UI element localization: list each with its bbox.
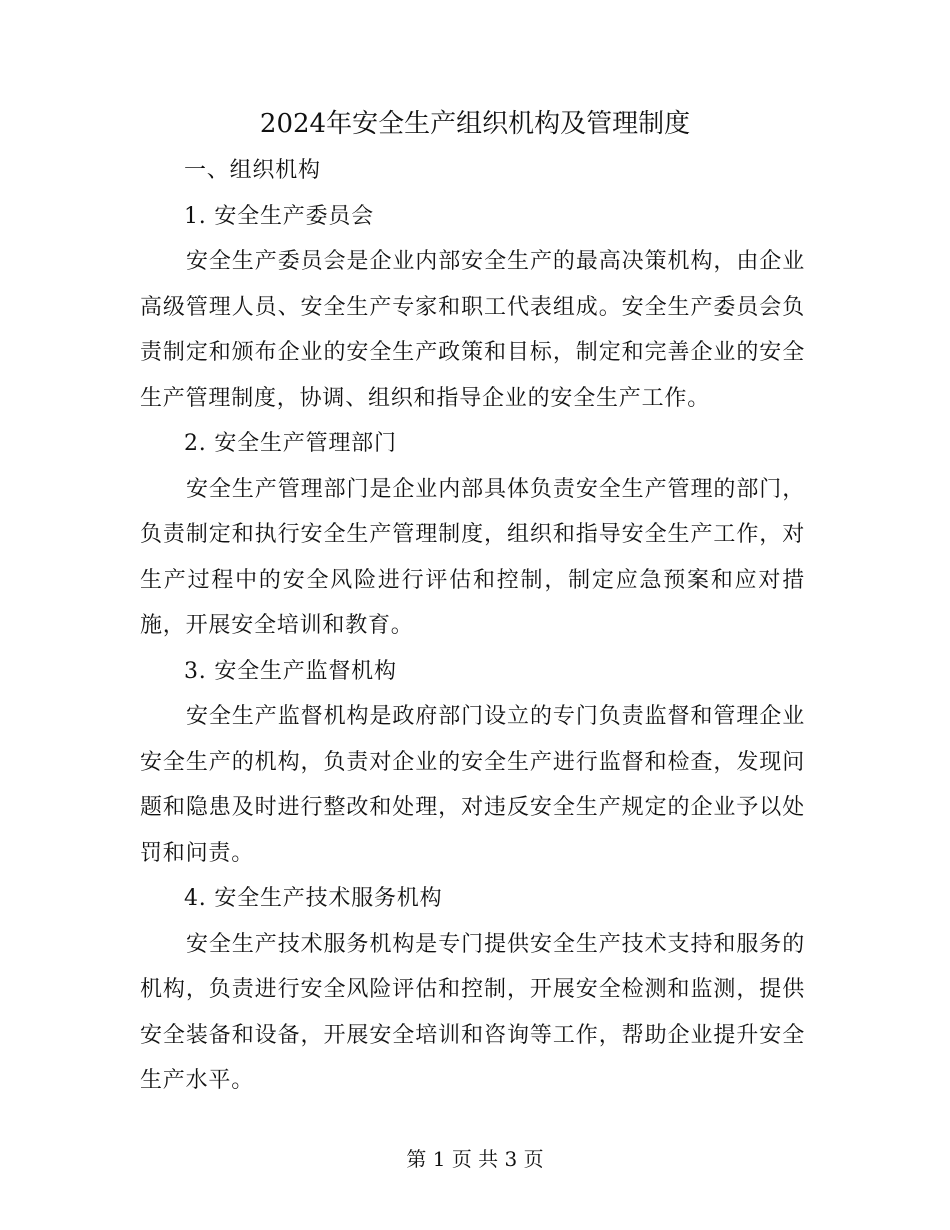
item-paragraph-2: 安全生产管理部门是企业内部具体负责安全生产管理的部门，负责制定和执行安全生产管理制度，组织和指导安全生产工作，对生产过程中的安全风险进行评估和控制，制定应急预案和应对措施，开展安全培训和教育。 xyxy=(140,476,805,638)
document-body xyxy=(140,148,805,1104)
item-heading-3: 3. 安全生产监督机构 xyxy=(184,658,397,684)
item-heading-4: 4. 安全生产技术服务机构 xyxy=(184,886,443,911)
item-paragraph-3: 安全生产监督机构是政府部门设立的专门负责监督和管理企业安全生产的机构，负责对企业的安全生产进行监督和检查，发现问题和隐患及时进行整改和处理，对违反安全生产规定的企业予以处罚和问责。 xyxy=(140,704,805,866)
item-paragraph-4: 安全生产技术服务机构是专门提供安全生产技术支持和服务的机构，负责进行安全风险评估和控制，开展安全检测和监测，提供安全装备和设备，开展安全培训和咨询等工作，帮助企业提升安全生产水平。 xyxy=(140,931,805,1093)
section-heading: 一、组织机构 xyxy=(184,158,321,183)
page-number: 第 1 页 共 3 页 xyxy=(406,1147,544,1171)
item-heading-1: 1. 安全生产委员会 xyxy=(184,203,374,229)
item-heading-2: 2. 安全生产管理部门 xyxy=(184,431,397,456)
item-paragraph-1: 安全生产委员会是企业内部安全生产的最高决策机构，由企业高级管理人员、安全生产专家和职工代表组成。安全生产委员会负责制定和颁布企业的安全生产政策和目标，制定和完善企业的安全生产管理制度，协调、组织和指导企业的安全生产工作。 xyxy=(140,249,805,411)
document-title: 2024年安全生产组织机构及管理制度 xyxy=(259,109,691,139)
